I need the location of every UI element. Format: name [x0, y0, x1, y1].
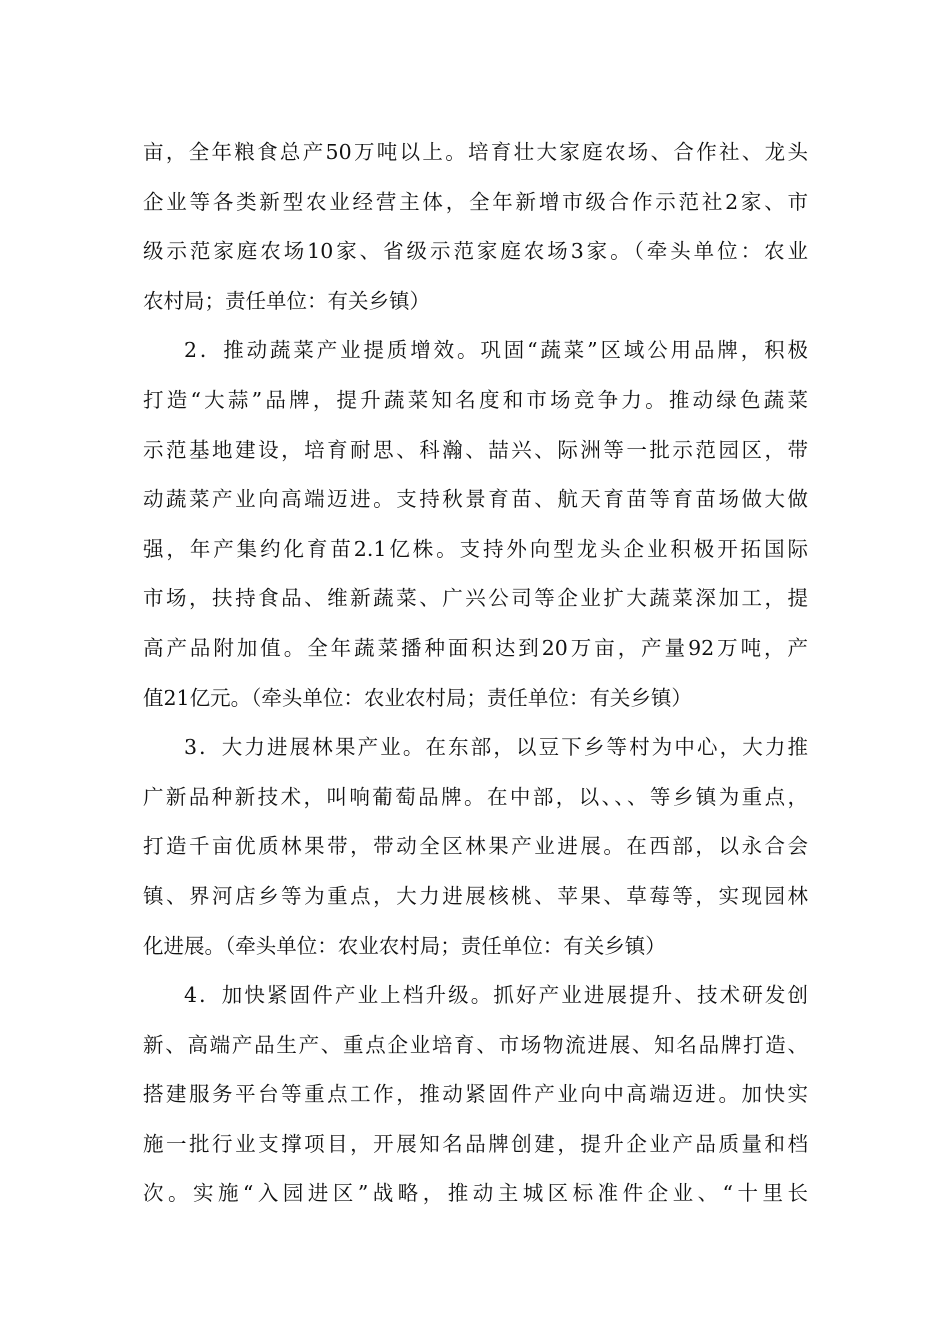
- text-line: 动蔬菜产业向高端迈进。支持秋景育苗、航天育苗等育苗场做大做: [143, 487, 808, 512]
- text-line: 高产品附加值。全年蔬菜播种面积达到20万亩，产量92万吨，产: [143, 635, 808, 660]
- text-line: 3．大力进展林果产业。在东部，以豆下乡等村为中心，大力推: [184, 735, 808, 760]
- text-line: 强，年产集约化育苗2.1亿株。支持外向型龙头企业积极开拓国际: [143, 536, 808, 561]
- text-line: 次。实施“入园进区”战略，推动主城区标准件企业、“十里长: [143, 1181, 808, 1206]
- document-body: [143, 128, 808, 1219]
- text-line: 化进展。（牵头单位：农业农村局；责任单位：有关乡镇）: [143, 933, 666, 958]
- paragraph-fasteners: [143, 971, 808, 1219]
- text-line: 打造“大蒜”品牌，提升蔬菜知名度和市场竞争力。推动绿色蔬菜: [143, 387, 808, 412]
- text-line: 搭建服务平台等重点工作，推动紧固件产业向中高端迈进。加快实: [143, 1082, 808, 1107]
- text-line: 2．推动蔬菜产业提质增效。巩固“蔬菜”区域公用品牌，积极: [184, 338, 808, 363]
- text-line: 施一批行业支撑项目，开展知名品牌创建，提升企业产品质量和档: [143, 1131, 808, 1156]
- text-line: 示范基地建设，培育耐思、科瀚、喆兴、际洲等一批示范园区，带: [143, 437, 808, 462]
- paragraph-forest-fruit: [143, 723, 808, 971]
- text-line: 镇、界河店乡等为重点，大力进展核桃、苹果、草莓等，实现园林: [143, 883, 808, 908]
- text-line: 企业等各类新型农业经营主体，全年新增市级合作示范社2家、市: [143, 189, 808, 214]
- text-line: 4．加快紧固件产业上档升级。抓好产业进展提升、技术研发创: [184, 983, 808, 1008]
- text-line: 市场，扶持食品、维新蔬菜、广兴公司等企业扩大蔬菜深加工，提: [143, 586, 808, 611]
- text-line: 亩，全年粮食总产50万吨以上。培育壮大家庭农场、合作社、龙头: [143, 140, 808, 164]
- text-line: 打造千亩优质林果带，带动全区林果产业进展。在西部，以永合会: [143, 834, 808, 859]
- paragraph-vegetables: [143, 326, 808, 723]
- text-line: 广新品种新技术，叫响葡萄品牌。在中部，以、、、等乡镇为重点，: [143, 784, 808, 809]
- text-line: 新、高端产品生产、重点企业培育、市场物流进展、知名品牌打造、: [143, 1032, 808, 1057]
- text-line: 农村局；责任单位：有关乡镇）: [143, 288, 430, 313]
- text-line: 值21亿元。（牵头单位：农业农村局；责任单位：有关乡镇）: [143, 685, 692, 710]
- paragraph-grain: [143, 128, 808, 326]
- text-line: 级示范家庭农场10家、省级示范家庭农场3家。（牵头单位：农业: [143, 239, 808, 264]
